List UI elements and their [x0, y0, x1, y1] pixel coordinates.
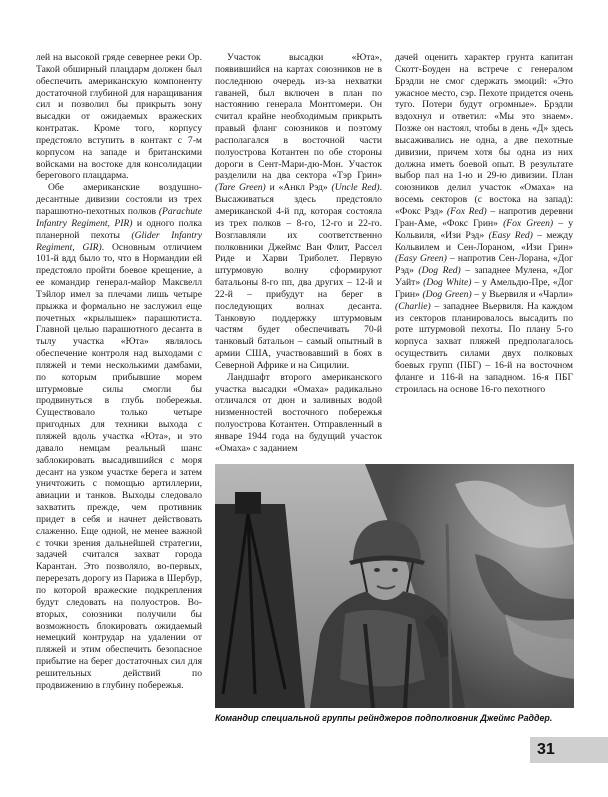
text-run: – напротив деревни Гран-Аме, «Фокс Грин» — [395, 205, 573, 229]
photo-illustration — [215, 464, 574, 708]
text-run: дачей оценить характер грунта капитан Скотт-Боуден на встрече с генералом Брэдли не смог сдержать эмоций: «Это ужасное место, сэр. Пехоте придется очень туго. Потери будут огромные». Брэдли вздохнул и ответил: «Мы это знаем». Позже он настоял, чтобы в день «Д» здесь высаживались не одна, а две пехотные дивизии, причем хотя бы одна из них должна иметь боевой опыт. В результате выбор пал на 1-ю и 29-ю дивизии. План союзников делил участок «Омаха» на восемь секторов (с востока на запад): «Фокс Рэд» — [395, 52, 573, 217]
italic-run: (Uncle Red) — [331, 182, 380, 194]
paragraph: лей на высокой гряде севернее реки Ор. Такой обширный плацдарм должен был обеспечить американскую компоненту достаточной глубиной для наращивания сил и позволил бы прикрыть зону высадки от ожидаемых вражеских контратак. Кроме того, корпусу предстояло вступить в контакт с 7-м корпусом на западе и британскими войсками на востоке для консолидации берегового плацдарма. — [36, 52, 202, 182]
text-run: – у Кольвиля, «Изи Рэд» — [395, 217, 573, 241]
text-run: . Высаживаться здесь предстояло американской 4-й пд, которая состояла из трех полков – 8-го, 12-го и 22-го. Возглавляли их соответственно полковники Джеймс Ван Флит, Рассел Риде и Харви Триболет. Первую штурмовую волну сформируют батальоны 8-го пп, два других – 12-й и 22-й – прибудут на берег в последующих волнах десанта. Танковую поддержку штурмовым частям будет обеспечивать 70-й танковый батальон – самый опытный в армии США, участвовавший в боях в Северной Африке и на Сицилии. — [215, 182, 382, 371]
text-run: Участок высадки «Юта», появившийся на картах союзников не в последнюю очередь из-за нехватки гаваней, был включен в план по настоянию генерала Монтгомери. Он считал крайне необходимым прикрыть правый фланг союзников и поэтому располагался в восточной части полуострова Котантен по обе стороны дороги в Сент-Мари-дю-Мон. Участок разделили на два сектора «Тэр Грин» — [215, 52, 382, 182]
text-column-3 — [395, 52, 573, 460]
text-run: и «Анкл Рэд» — [265, 182, 332, 194]
paragraph — [36, 182, 202, 691]
italic-run: (Dog Red) — [418, 265, 461, 277]
text-run: Обе американские воздушно-десантные дивизии состояли из трех парашютно-пехотных полков — [36, 182, 202, 217]
text-column-1 — [36, 52, 202, 768]
italic-run: (Glider Infantry Regiment, GIR) — [36, 229, 202, 253]
text-run: – у Вьервиля и «Чарли» — [471, 288, 573, 300]
text-run: . Основным отличием 101-й вдд было то, что в Нормандии ей предстояло пройти боевое крещение, а ее командир генерал-майор Максвелл Тэйлор имел за плечами лишь четыре прыжка и формально не заслужил еще почетных «крылышек» парашютиста. Главной целью парашютного десанта в тылу участка «Юта» являлось обеспечение контроля над выходами с пляжей и теми несколькими дамбами, по которым прибывшие морем штурмовые силы смогли бы продвинуться в глубь побережья. Существовало только четыре пригодных для техники выхода с пляжей вдоль участка «Юта», и это давало немцам реальный шанс заблокировать высадившийся с моря десант на узком участке берега и затем уничтожить с помощью артиллерии, авиации и танков. Выходы следовало захватить прежде, чем противник придет в себя и начнет действовать слаженно. Еще одной, не менее важной с точки зрения дальнейшей стратегии, задачей считался захват города Карантан. Это позволяло, во-первых, перерезать дорогу из Парижа в Шербур, по которой вражеские подкрепления будут следовать на полуостров. Во-вторых, союзники получили бы возможность блокировать ожидаемый немецкий контрудар на удалении от пляжей и этим обеспечить безопасное прибытие на берег достаточных сил для решительных действий по продвижению в глубину побережья. — [36, 241, 202, 691]
text-run: – напротив Сен-Лорана, «Дог Рэд» — [395, 253, 573, 277]
italic-run: (Dog Green) — [422, 288, 472, 300]
italic-run: (Easy Red) — [488, 229, 533, 241]
text-run: и одного полка планерной пехоты — [36, 217, 202, 241]
paragraph — [215, 52, 382, 372]
page-number: 31 — [537, 741, 555, 758]
text-run: – между Кольвилем и Сен-Лораном, «Изи Грин» — [395, 229, 573, 253]
italic-run: (Fox Red) — [446, 205, 487, 217]
paragraph: Ландшафт второго американского участка высадки «Омаха» радикально отличался от дюн и заливных водой низменностей восточного побережья полуострова Котантен. Отправленный в январе 1944 года на будущий участок «Омаха» с заданием — [215, 371, 382, 454]
italic-run: (Dog White) — [423, 277, 472, 289]
italic-run: (Charlie) — [395, 300, 431, 312]
photo-caption: Командир специальной группы рейнджеров подполковник Джеймс Раддер. — [215, 713, 553, 723]
paragraph — [395, 52, 573, 395]
italic-run: (Tare Green) — [215, 182, 266, 194]
text-run: – западнее Мулена, «Дог Уайт» — [395, 265, 573, 289]
soldier-photo — [215, 464, 574, 708]
italic-run: (Fox Green) — [503, 217, 554, 229]
text-run: – западнее Вьервиля. На каждом из секторов планировалось высадить по роте штурмовой пехоты. По плану 5-го корпуса захват пляжей предполагалось осуществить силами двух полковых боевых групп (ПБГ) – 16-й на восточном фланге и 116-й на западном. 16-я ПБГ строилась на основе 16-го пехотного — [395, 300, 573, 395]
italic-run: (Parachute Infantry Regiment, PIR) — [36, 205, 202, 229]
italic-run: (Easy Green) — [395, 253, 447, 265]
text-column-2 — [215, 52, 382, 460]
text-run: – у Амельдю-Пре, «Дог Грин» — [395, 277, 573, 300]
